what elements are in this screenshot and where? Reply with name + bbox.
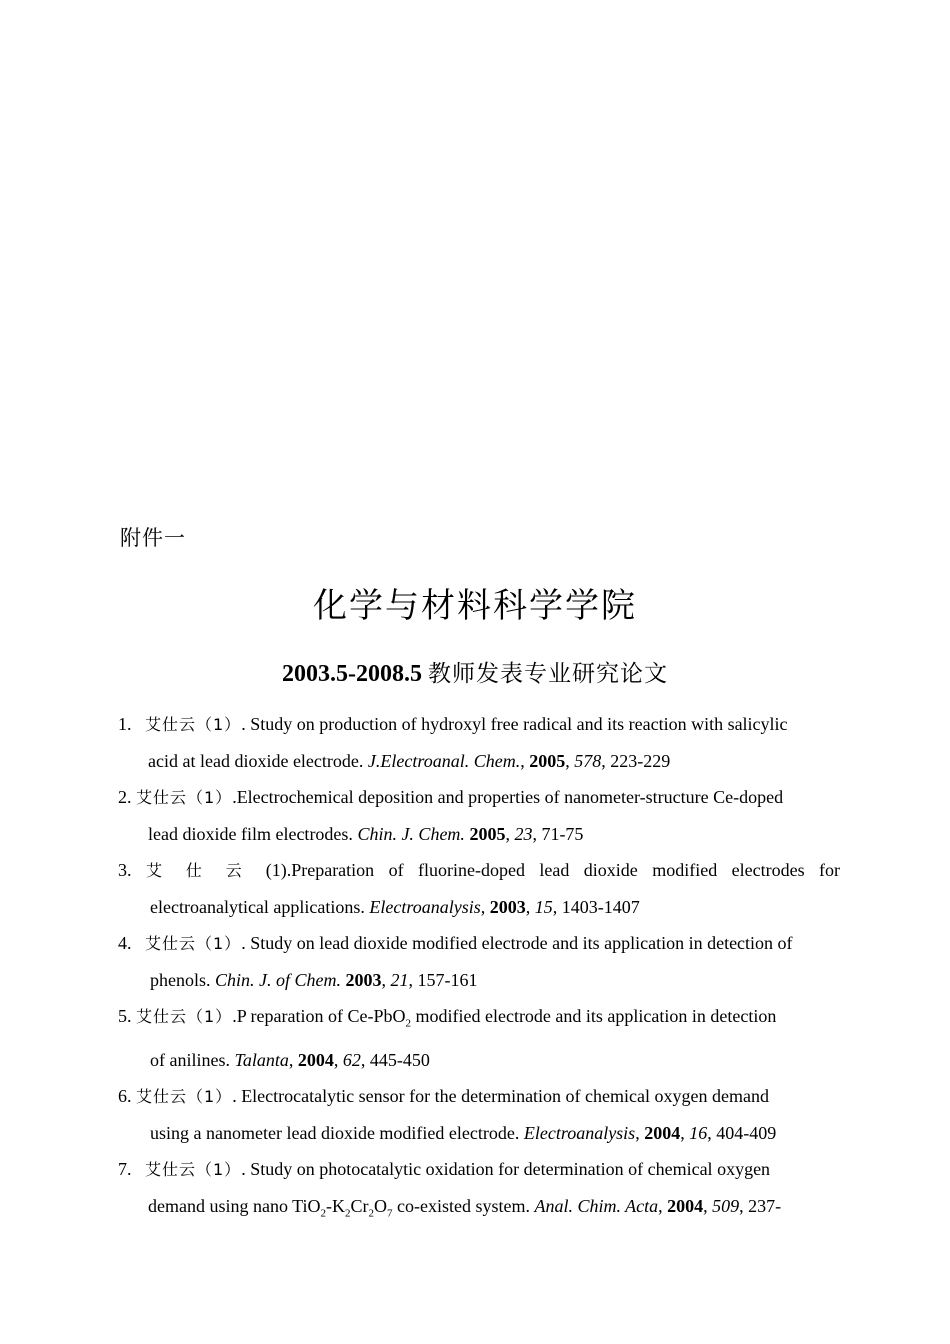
reference-volume: 16 <box>689 1122 708 1143</box>
page-title: 化学与材料科学学院 <box>313 586 637 626</box>
journal-name: Electroanalysis <box>523 1122 636 1143</box>
reference-text: -K <box>326 1195 346 1216</box>
reference-item <box>118 706 840 779</box>
reference-line <box>118 779 840 816</box>
reference-line: acid at lead dioxide electrode. J.Electroanal. Chem., 2005, 578, 223-229 <box>148 751 671 771</box>
reference-text: . Study on lead dioxide modified electrode and its application in detection of <box>241 933 793 953</box>
journal-name: J.Electroanal. Chem. <box>367 751 521 771</box>
reference-line: demand using nano $TiO_2-K_2Cr_2O_7$ co-existed system. Anal. Chim. Acta, 2004, 509, 237- <box>148 1195 782 1220</box>
reference-item <box>118 1151 840 1232</box>
reference-text: using a nanometer lead dioxide modified electrode. <box>150 1122 520 1143</box>
reference-text: O <box>374 1195 388 1216</box>
subscript: 2 <box>320 1207 327 1220</box>
reference-volume: 23 <box>514 824 533 844</box>
reference-volume: 578 <box>574 751 602 771</box>
reference-item <box>118 779 840 852</box>
reference-author: 艾仕云 <box>145 861 266 880</box>
attachment-label: 附件一 <box>120 526 186 550</box>
reference-number: 3. <box>118 860 132 880</box>
reference-text: electroanalytical applications. <box>150 897 365 917</box>
reference-text: of anilines. <box>150 1049 230 1070</box>
reference-year: 2004 <box>667 1195 704 1216</box>
reference-item <box>118 925 840 998</box>
reference-number: 2. <box>118 787 132 807</box>
reference-line: electroanalytical applications. Electroanalysis, 2003, 15, 1403-1407 <box>150 897 640 917</box>
reference-year: 2004 <box>297 1049 334 1070</box>
reference-volume: 21 <box>390 970 409 990</box>
reference-year: 2005 <box>529 751 566 771</box>
reference-pages: , 237- <box>739 1195 782 1216</box>
reference-text: Cr <box>350 1195 369 1216</box>
reference-pages: , 1403-1407 <box>552 897 640 917</box>
reference-pages: , 404-409 <box>707 1122 777 1143</box>
reference-text: . Study on production of hydroxyl free radical and its reaction with salicylic <box>241 714 788 734</box>
journal-name: Talanta <box>234 1049 289 1070</box>
subscript: 7 <box>387 1207 393 1220</box>
reference-item <box>118 998 840 1078</box>
journal-name: Electroanalysis <box>369 897 481 917</box>
reference-author: 艾仕云（1） <box>136 1007 233 1026</box>
reference-text: . Study on photocatalytic oxidation for determination of chemical oxygen <box>241 1158 771 1179</box>
reference-text: lead dioxide film electrodes. <box>148 824 353 844</box>
reference-number: 6. <box>118 1085 132 1106</box>
reference-line <box>118 1151 840 1188</box>
reference-text: acid at lead dioxide electrode. <box>148 751 364 771</box>
reference-year: 2005 <box>469 824 506 844</box>
reference-pages: , 157-161 <box>408 970 478 990</box>
reference-line <box>118 1078 840 1115</box>
reference-year: 2004 <box>644 1122 681 1143</box>
reference-text: (1).Preparation of fluorine-doped lead dioxide modified electrodes for <box>265 860 840 880</box>
reference-text: modified electrode and its application in detection <box>410 1006 777 1026</box>
subscript: 2 <box>368 1207 375 1220</box>
reference-year: 2003 <box>489 897 526 917</box>
reference-text: .Electrochemical deposition and properties of nanometer-structure Ce-doped <box>232 787 784 807</box>
journal-name: Chin. J. of Chem. <box>215 970 341 990</box>
subtitle-text: 教师发表专业研究论文 <box>428 661 668 687</box>
reference-number: 1. <box>118 714 132 734</box>
reference-author: 艾仕云（1） <box>145 934 242 953</box>
subscript: 2 <box>345 1207 351 1220</box>
reference-line <box>118 852 840 889</box>
journal-name: Anal. Chim. Acta <box>534 1195 659 1216</box>
reference-volume: 509 <box>712 1195 740 1216</box>
reference-author: 艾仕云（1） <box>145 1159 242 1179</box>
reference-volume: 15 <box>534 897 553 917</box>
reference-line: lead dioxide film electrodes. Chin. J. Chem. 2005, 23, 71-75 <box>148 824 584 844</box>
reference-item <box>118 1078 840 1151</box>
reference-number: 4. <box>118 933 132 953</box>
reference-pages: , 445-450 <box>360 1049 430 1070</box>
reference-author: 艾仕云（1） <box>136 1086 233 1106</box>
reference-text: phenols. <box>150 970 211 990</box>
page-subtitle <box>0 655 950 688</box>
reference-line: of anilines. Talanta, 2004, 62, 445-450 <box>150 1049 430 1070</box>
reference-line <box>118 998 840 1042</box>
reference-text: demand using nano TiO <box>148 1195 321 1216</box>
reference-line: phenols. Chin. J. of Chem. 2003, 21, 157-161 <box>150 970 478 990</box>
reference-text: .P reparation of Ce-PbO <box>232 1006 406 1026</box>
reference-text: . Electrocatalytic sensor for the determination of chemical oxygen demand <box>232 1085 769 1106</box>
reference-volume: 62 <box>342 1049 361 1070</box>
journal-name: Chin. J. Chem. <box>357 824 465 844</box>
reference-line <box>118 706 840 743</box>
subtitle-period: 2003.5-2008.5 <box>282 661 422 687</box>
reference-line: using a nanometer lead dioxide modified electrode. Electroanalysis, 2004, 16, 404-409 <box>150 1122 777 1143</box>
reference-author: 艾仕云（1） <box>145 715 242 734</box>
reference-number: 7. <box>118 1158 132 1179</box>
reference-list <box>118 706 840 1231</box>
reference-line <box>118 925 840 962</box>
reference-pages: , 71-75 <box>532 824 584 844</box>
reference-text: co-existed system. <box>392 1195 530 1216</box>
subscript: 2 <box>405 1017 411 1030</box>
reference-author: 艾仕云（1） <box>136 788 233 807</box>
reference-number: 5. <box>118 1006 132 1026</box>
reference-pages: , 223-229 <box>601 751 671 771</box>
reference-item <box>118 852 840 925</box>
reference-year: 2003 <box>345 970 382 990</box>
